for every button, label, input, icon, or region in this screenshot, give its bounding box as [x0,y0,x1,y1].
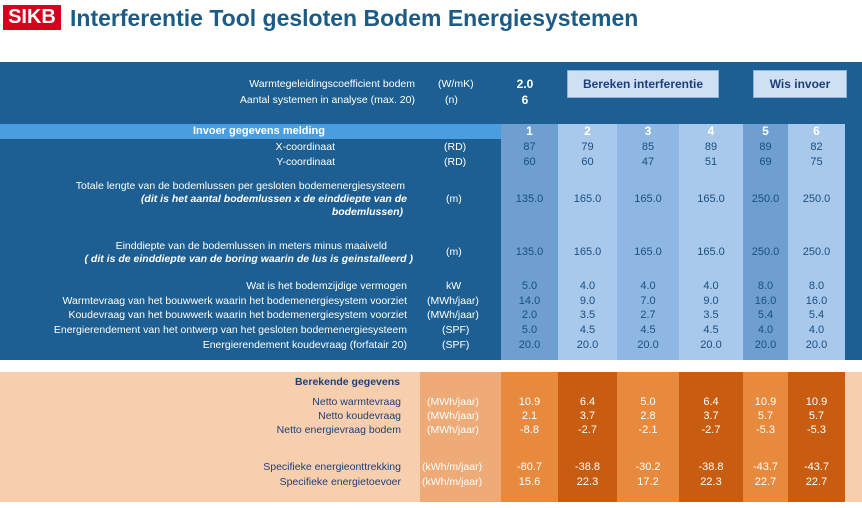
input-cell[interactable]: 135.0 [515,246,544,258]
result-row-unit: (MWh/jaar) [427,424,479,436]
input-cell[interactable]: 20.0 [805,339,828,351]
input-row-label: Einddiepte van de bodemlussen in meters minus maaiveld [115,240,387,252]
input-row-label: X-coordinaat [275,141,335,153]
page-title: Interferentie Tool gesloten Bodem Energiesystemen [70,5,639,31]
result-cell: 10.9 [754,396,777,408]
systems-value[interactable]: 6 [521,93,529,107]
column-header-6: 6 [813,124,820,138]
input-cell[interactable]: 3.5 [703,309,719,321]
input-cell[interactable]: 5.0 [521,280,538,292]
result-row-unit: (MWh/jaar) [427,410,479,422]
input-cell[interactable]: 82 [810,141,823,153]
input-cell[interactable]: 165.0 [573,193,602,205]
input-row-unit: (MWh/jaar) [427,309,479,321]
input-cell[interactable]: 9.0 [579,295,596,307]
result-cell: -8.8 [520,424,539,436]
result-cell: -80.7 [516,461,543,473]
result-cell: 22.3 [700,476,722,488]
result-cell: 5.0 [640,396,656,408]
result-row-unit: (MWh/jaar) [427,396,479,408]
input-cell[interactable]: 5.0 [521,324,538,336]
input-cell[interactable]: 250.0 [802,246,831,258]
input-cell[interactable]: 14.0 [518,295,541,307]
input-row-unit: (SPF) [442,324,470,336]
result-cell: 5.7 [757,410,774,422]
systems-label: Aantal systemen in analyse (max. 20) [239,94,415,106]
input-cell[interactable]: 165.0 [634,193,662,205]
input-cell[interactable]: 5.4 [757,309,774,321]
input-row-unit: (RD) [444,141,467,153]
result-cell: 10.9 [518,396,541,408]
input-cell[interactable]: 7.0 [640,295,656,307]
input-row-label: Totale lengte van de bodemlussen per gesloten bodemenergiesysteem [75,180,405,192]
result-cell: 6.4 [703,396,719,408]
result-cell: -38.8 [574,461,601,473]
input-cell[interactable]: 16.0 [805,295,828,307]
sikb-logo: SIKB [3,5,61,30]
result-cell: 15.6 [518,476,541,488]
input-cell[interactable]: 51 [704,156,718,168]
input-cell[interactable]: 165.0 [697,193,725,205]
input-cell[interactable]: 8.0 [808,280,825,292]
input-cell[interactable]: 4.0 [808,324,825,336]
result-cell: 2.8 [640,410,656,422]
column-header-1: 1 [526,124,533,138]
result-cell: -30.2 [635,461,661,473]
result-row-unit: (kWh/m/jaar) [422,461,483,473]
input-row-sublabel-2: bodemlussen) [331,206,403,218]
conductivity-unit: (W/mK) [438,78,474,90]
input-cell[interactable]: 89 [704,141,718,153]
input-cell[interactable]: 79 [581,141,594,153]
result-cell: 10.9 [805,396,828,408]
input-cell[interactable]: 2.0 [521,309,538,321]
input-cell[interactable]: 75 [810,156,823,168]
results-section-title: Berekende gegevens [294,376,400,388]
result-cell: 3.7 [703,410,719,422]
input-row-sublabel: ( dit is de einddiepte van de boring waarin de lus is geinstalleerd ) [84,253,413,265]
input-cell[interactable]: 2.7 [640,309,656,321]
input-cell[interactable]: 20.0 [576,339,599,351]
result-row-unit: (kWh/m/jaar) [422,476,483,488]
input-section-title: Invoer gegevens melding [192,125,325,137]
input-panel [0,62,862,360]
input-cell[interactable]: 3.5 [579,309,596,321]
input-cell[interactable]: 20.0 [700,339,722,351]
input-cell[interactable]: 9.0 [703,295,719,307]
input-cell[interactable]: 165.0 [634,246,662,258]
conductivity-value[interactable]: 2.0 [516,77,534,91]
column-header-3: 3 [644,124,652,138]
result-cell: 5.7 [808,410,825,422]
input-cell[interactable]: 87 [523,141,536,153]
input-cell[interactable]: 4.0 [579,280,596,292]
input-cell[interactable]: 165.0 [697,246,725,258]
input-cell[interactable]: 20.0 [637,339,659,351]
result-cell: 22.7 [805,476,828,488]
clear-button[interactable]: Wis invoer [753,70,847,98]
header [0,0,862,60]
column-header-4: 4 [707,124,715,138]
input-row-label: Warmtevraag van het bouwwerk waarin het bodemenergiesystem voorziet [62,295,407,307]
input-row-label: Wat is het bodemzijdige vermogen [246,280,407,292]
input-row-sublabel: (dit is het aantal bodemlussen x de einddiepte van de [140,193,407,205]
result-cell: -43.7 [752,461,779,473]
input-cell[interactable]: 250.0 [751,246,780,258]
input-row-label: Koudevraag van het bouwwerk waarin het bodemenergiesystem voorziet [68,309,407,321]
input-cell[interactable]: 4.5 [640,324,656,336]
input-row-label: Energierendement van het ontwerp van het gesloten bodemenergiesysteem [53,324,407,336]
result-cell: 3.7 [579,410,596,422]
result-row-label: Netto koudevraag [318,410,401,422]
input-row-unit: (m) [446,246,462,258]
input-cell[interactable]: 16.0 [754,295,777,307]
input-row-label: Energierendement koudevraag (forfatair 20) [202,339,407,351]
input-cell[interactable]: 135.0 [515,193,544,205]
result-row-label: Specifieke energieonttrekking [263,461,401,473]
input-row-label: Y-coordinaat [276,156,335,168]
result-cell: 2.1 [521,410,538,422]
result-cell: -2.1 [638,424,658,436]
input-cell[interactable]: 89 [759,141,772,153]
result-row-label: Specifieke energietoevoer [279,476,401,488]
input-cell[interactable]: 60 [581,156,594,168]
input-cell[interactable]: 8.0 [757,280,774,292]
input-cell[interactable]: 20.0 [754,339,777,351]
input-cell[interactable]: 4.5 [703,324,719,336]
input-cell[interactable]: 85 [641,141,655,153]
result-cell: 22.3 [576,476,599,488]
input-cell[interactable]: 47 [641,156,655,168]
input-cell[interactable]: 69 [759,156,772,168]
input-cell[interactable]: 250.0 [751,193,780,205]
results-panel [0,372,862,502]
input-row-unit: kW [446,280,462,292]
result-cell: -38.8 [698,461,724,473]
result-cell: -2.7 [701,424,721,436]
input-row-unit: (m) [446,193,462,205]
result-cell: -43.7 [803,461,830,473]
input-row-unit: (MWh/jaar) [427,295,479,307]
result-cell: 22.7 [754,476,777,488]
result-cell: -5.3 [807,424,826,436]
input-row-unit: (RD) [444,156,467,168]
input-cell[interactable]: 4.0 [640,280,656,292]
calculate-button[interactable]: Bereken interferentie [567,70,719,98]
result-cell: -2.7 [578,424,597,436]
input-cell[interactable]: 4.0 [703,280,719,292]
input-cell[interactable]: 165.0 [573,246,602,258]
input-cell[interactable]: 4.0 [757,324,774,336]
input-cell[interactable]: 20.0 [518,339,541,351]
input-row-unit: (SPF) [442,339,470,351]
column-header-5: 5 [762,124,769,138]
input-cell[interactable]: 250.0 [802,193,831,205]
column-header-2: 2 [584,124,591,138]
conductivity-label: Warmtegeleidingscoefficient bodem [249,78,415,90]
result-cell: -5.3 [756,424,775,436]
input-cell[interactable]: 4.5 [579,324,596,336]
result-row-label: Netto energievraag bodem [276,424,401,436]
input-cell[interactable]: 60 [523,156,536,168]
systems-unit: (n) [445,94,458,106]
result-row-label: Netto warmtevraag [312,396,401,408]
input-cell[interactable]: 5.4 [808,309,825,321]
result-cell: 17.2 [637,476,659,488]
result-cell: 6.4 [579,396,596,408]
